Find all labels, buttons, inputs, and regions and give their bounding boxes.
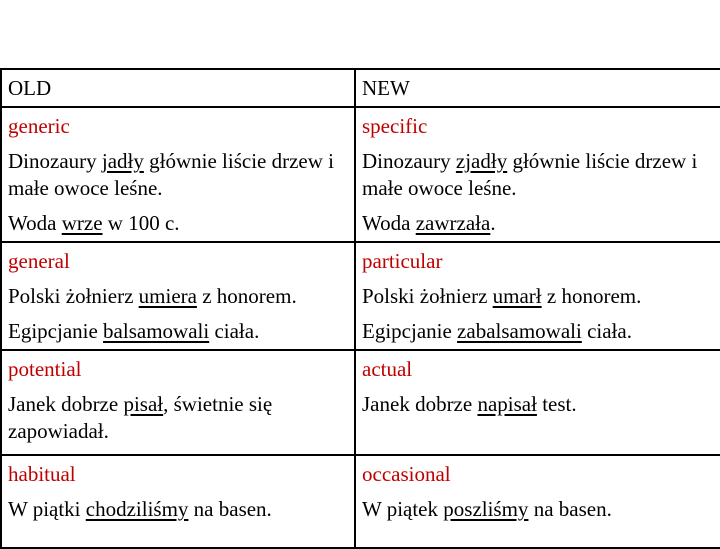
underlined-verb: zabalsamowali: [457, 319, 582, 343]
sentence-text: ciała.: [581, 319, 632, 343]
sentence-text: W piątek: [362, 497, 444, 521]
underlined-verb: jadły: [101, 149, 144, 173]
sentence-text: Polski żołnierz: [8, 284, 139, 308]
sentence-text: na basen.: [188, 497, 272, 521]
sentence-text: W piątki: [8, 497, 86, 521]
sentence-text: test.: [536, 392, 577, 416]
sentence-text: Woda: [8, 211, 62, 235]
underlined-verb: balsamowali: [103, 319, 210, 343]
table-header-row: [1, 69, 720, 107]
sentence-text: z honorem.: [541, 284, 642, 308]
table-row: [1, 107, 720, 242]
term-label: generic: [8, 114, 70, 138]
cell-new: [355, 242, 720, 350]
example-sentence: [8, 144, 348, 206]
sentence-text: Egipcjanie: [362, 319, 458, 343]
example-sentence: [8, 387, 348, 449]
sentence-text: w 100 c.: [102, 211, 180, 235]
term-label: general: [8, 249, 70, 273]
cell-new: [355, 107, 720, 242]
example-sentence: [362, 387, 716, 422]
underlined-verb: umarł: [492, 284, 542, 308]
table-row: [1, 455, 720, 548]
example-sentence: [8, 492, 348, 527]
aspect-comparison-table: [0, 68, 720, 549]
term-label: specific: [362, 114, 428, 138]
term-label: actual: [362, 357, 413, 381]
cell-new: [355, 455, 720, 548]
example-sentence: [8, 314, 348, 349]
sentence-text: .: [490, 211, 496, 235]
sentence-text: ciała.: [209, 319, 260, 343]
example-sentence: [362, 279, 716, 314]
example-sentence: [362, 314, 716, 349]
header-old: OLD: [1, 69, 355, 107]
underlined-verb: poszliśmy: [443, 497, 529, 521]
cell-new: [355, 350, 720, 455]
sentence-text: , świetnie się zapowiadał.: [8, 392, 273, 443]
underlined-verb: zjadły: [455, 149, 508, 173]
term-label: potential: [8, 357, 82, 381]
sentence-text: głównie liście drzew i małe owoce leśne.: [362, 149, 698, 200]
underlined-verb: zawrzała: [415, 211, 491, 235]
sentence-text: Dinozaury: [362, 149, 456, 173]
term-label: particular: [362, 249, 443, 273]
table-row: [1, 242, 720, 350]
underlined-verb: napisał: [477, 392, 537, 416]
sentence-text: Janek dobrze: [8, 392, 124, 416]
sentence-text: Polski żołnierz: [362, 284, 493, 308]
sentence-text: Woda: [362, 211, 416, 235]
sentence-text: Egipcjanie: [8, 319, 104, 343]
cell-old: [1, 242, 355, 350]
underlined-verb: pisał: [123, 392, 164, 416]
sentence-text: na basen.: [528, 497, 612, 521]
cell-old: [1, 455, 355, 548]
example-sentence: [362, 492, 716, 527]
underlined-verb: umiera: [138, 284, 197, 308]
example-sentence: [8, 279, 348, 314]
underlined-verb: wrze: [61, 211, 103, 235]
example-sentence: [362, 144, 716, 206]
example-sentence: [8, 206, 348, 241]
header-new: NEW: [355, 69, 720, 107]
sentence-text: głównie liście drzew i małe owoce leśne.: [8, 149, 334, 200]
table-row: [1, 350, 720, 455]
sentence-text: z honorem.: [196, 284, 297, 308]
cell-old: [1, 107, 355, 242]
example-sentence: [362, 206, 716, 241]
sentence-text: Dinozaury: [8, 149, 102, 173]
underlined-verb: chodziliśmy: [85, 497, 189, 521]
sentence-text: Janek dobrze: [362, 392, 478, 416]
term-label: habitual: [8, 462, 76, 486]
cell-old: [1, 350, 355, 455]
term-label: occasional: [362, 462, 451, 486]
